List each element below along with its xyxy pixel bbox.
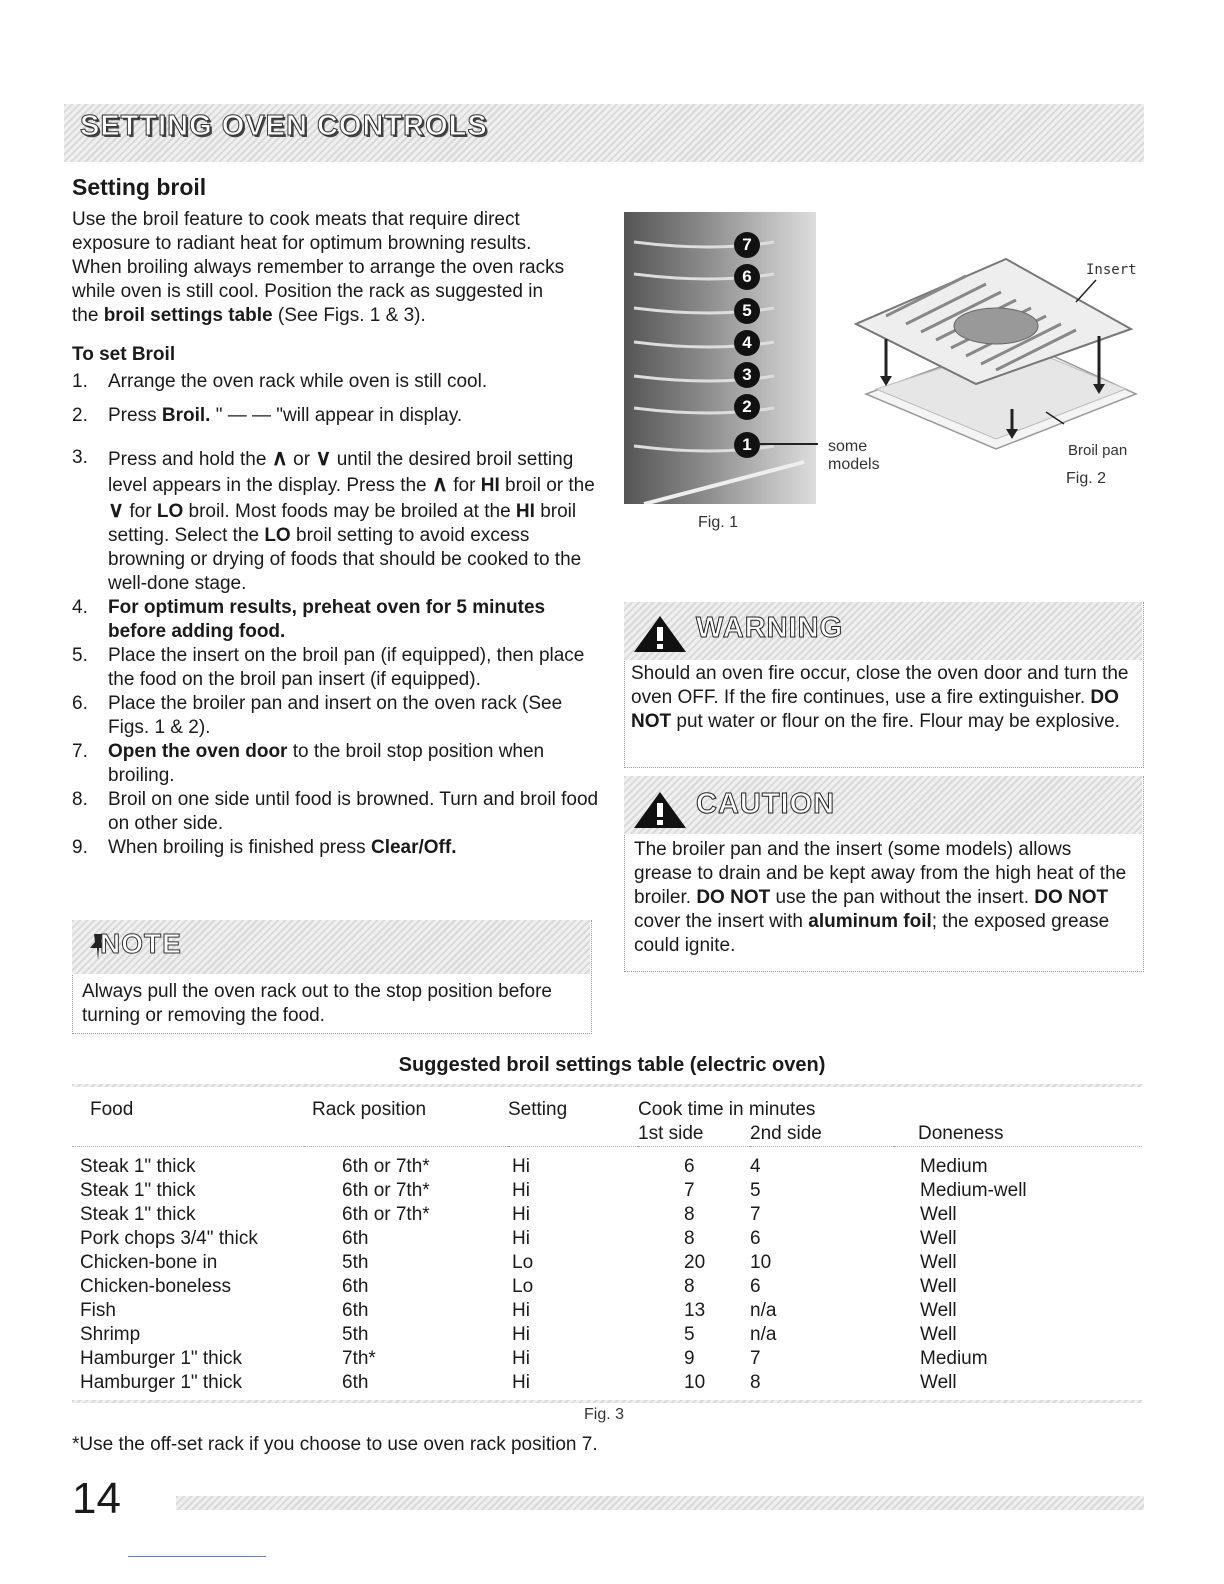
section-title: Setting broil bbox=[72, 174, 207, 200]
cell-side2: n/a bbox=[750, 1324, 777, 1345]
cell-food: Shrimp bbox=[80, 1324, 141, 1345]
table-row bbox=[72, 1371, 1142, 1395]
cell-doneness: Well bbox=[920, 1228, 957, 1249]
step-7: 7. Open the oven door to the broil stop position when broiling. bbox=[72, 741, 545, 786]
cell-food: Chicken-boneless bbox=[80, 1276, 232, 1297]
header-rack: Rack position bbox=[312, 1099, 427, 1120]
cell-side2: 10 bbox=[750, 1252, 772, 1273]
cell-side1: 8 bbox=[684, 1204, 695, 1225]
cell-setting: Hi bbox=[512, 1156, 530, 1177]
cell-food: Hamburger 1" thick bbox=[80, 1348, 242, 1369]
cell-food: Steak 1" thick bbox=[80, 1204, 196, 1225]
table-row bbox=[72, 1203, 1142, 1227]
table-subheader-row bbox=[72, 1122, 1142, 1147]
cell-food: Steak 1" thick bbox=[80, 1180, 196, 1201]
header-food: Food bbox=[90, 1099, 134, 1120]
cell-doneness: Well bbox=[920, 1324, 957, 1345]
cell-doneness: Medium-well bbox=[920, 1180, 1027, 1201]
up-arrow-icon: ∧ bbox=[271, 445, 288, 470]
broil-steps-list bbox=[72, 370, 600, 860]
header-cook-time: Cook time in minutes bbox=[638, 1099, 816, 1120]
down-arrow-icon: ∨ bbox=[108, 497, 125, 522]
rack-position-4: 4 bbox=[734, 330, 760, 356]
cell-rack: 6th or 7th* bbox=[342, 1156, 430, 1177]
cell-food: Steak 1" thick bbox=[80, 1156, 196, 1177]
cell-rack: 6th or 7th* bbox=[342, 1180, 430, 1201]
step-1: 1. Arrange the oven rack while oven is still cool. bbox=[72, 371, 488, 392]
header-doneness: Doneness bbox=[918, 1123, 1004, 1144]
table-top-rule bbox=[72, 1084, 1142, 1087]
page-number: 14 bbox=[72, 1474, 121, 1523]
table-row bbox=[72, 1179, 1142, 1203]
some-models-callout: some models bbox=[828, 438, 880, 473]
intro-paragraph: Use the broil feature to cook meats that require direct exposure to radiant heat for optimum browning results. When broiling always remember to arrange the oven racks while oven is still cool. Position the rack as suggested in the broil settings table (See Figs. 1 & 3). bbox=[72, 209, 565, 326]
cell-side1: 9 bbox=[684, 1348, 695, 1369]
header-side2: 2nd side bbox=[750, 1123, 822, 1144]
step-9: 9. When broiling is finished press Clear/Off. bbox=[72, 837, 457, 858]
table-row bbox=[72, 1347, 1142, 1371]
cell-setting: Lo bbox=[512, 1252, 534, 1273]
rack-position-6: 6 bbox=[734, 264, 760, 290]
cell-rack: 6th or 7th* bbox=[342, 1204, 430, 1225]
cell-side1: 13 bbox=[684, 1300, 706, 1321]
step-5: 5. Place the insert on the broil pan (if equipped), then place the food on the broil pan insert (if equipped). bbox=[72, 645, 585, 690]
cell-setting: Hi bbox=[512, 1324, 530, 1345]
warning-text: Should an oven fire occur, close the oven door and turn the oven OFF. If the fire continues, use a fire extinguisher. DO NOT put water or flour on the fire. Flour may be explosive. bbox=[631, 663, 1129, 732]
cell-rack: 6th bbox=[342, 1276, 369, 1297]
callout-line bbox=[760, 438, 820, 448]
caution-triangle-icon bbox=[630, 790, 690, 830]
cell-setting: Hi bbox=[512, 1348, 530, 1369]
cell-doneness: Well bbox=[920, 1204, 957, 1225]
cell-rack: 6th bbox=[342, 1228, 369, 1249]
header-setting: Setting bbox=[508, 1099, 568, 1120]
cell-food: Hamburger 1" thick bbox=[80, 1372, 242, 1393]
cell-setting: Hi bbox=[512, 1228, 530, 1249]
cell-setting: Hi bbox=[512, 1372, 530, 1393]
cell-side1: 8 bbox=[684, 1276, 695, 1297]
table-row bbox=[72, 1147, 1142, 1180]
cell-side2: 6 bbox=[750, 1276, 761, 1297]
footnote: *Use the off-set rack if you choose to use oven rack position 7. bbox=[72, 1434, 598, 1455]
cell-side1: 20 bbox=[684, 1252, 706, 1273]
cell-side2: 8 bbox=[750, 1372, 761, 1393]
fig2-caption: Fig. 2 bbox=[1066, 470, 1107, 487]
caution-text: The broiler pan and the insert (some models) allows grease to drain and be kept away from the high heat of the broiler. DO NOT use the pan without the insert. DO NOT cover the insert with aluminum foil; the exposed grease could ignite. bbox=[634, 839, 1127, 956]
table-row bbox=[72, 1227, 1142, 1251]
note-text: Always pull the oven rack out to the stop position before turning or removing the food. bbox=[82, 981, 552, 1026]
cell-doneness: Medium bbox=[920, 1348, 988, 1369]
rack-position-7: 7 bbox=[734, 232, 760, 258]
cell-rack: 5th bbox=[342, 1324, 369, 1345]
cell-setting: Lo bbox=[512, 1276, 534, 1297]
cell-rack: 7th* bbox=[342, 1348, 376, 1369]
cell-food: Fish bbox=[80, 1300, 116, 1321]
cell-setting: Hi bbox=[512, 1180, 530, 1201]
cell-side1: 10 bbox=[684, 1372, 706, 1393]
cell-doneness: Well bbox=[920, 1252, 957, 1273]
table-row bbox=[72, 1275, 1142, 1299]
table-row bbox=[72, 1251, 1142, 1275]
rack-position-1: 1 bbox=[734, 432, 760, 458]
rack-position-2: 2 bbox=[734, 394, 760, 420]
cell-food: Chicken-bone in bbox=[80, 1252, 218, 1273]
cell-side1: 6 bbox=[684, 1156, 695, 1177]
cell-doneness: Medium bbox=[920, 1156, 988, 1177]
cell-side2: 7 bbox=[750, 1204, 761, 1225]
table-title: Suggested broil settings table (electric oven) bbox=[398, 1054, 826, 1076]
table-row bbox=[72, 1323, 1142, 1347]
cell-doneness: Well bbox=[920, 1372, 957, 1393]
note-title: NOTE bbox=[100, 928, 182, 959]
table-bottom-rule bbox=[72, 1400, 1142, 1403]
header-side1: 1st side bbox=[638, 1123, 704, 1144]
up-arrow-icon: ∧ bbox=[431, 471, 448, 496]
warning-title: WARNING bbox=[696, 612, 844, 644]
broil-pan-label: Broil pan bbox=[1068, 442, 1128, 459]
cell-doneness: Well bbox=[920, 1300, 957, 1321]
fig1-caption: Fig. 1 bbox=[698, 514, 739, 531]
caution-title: CAUTION bbox=[696, 788, 836, 820]
cell-side1: 7 bbox=[684, 1180, 695, 1201]
cell-side2: 5 bbox=[750, 1180, 761, 1201]
warning-triangle-icon bbox=[630, 614, 690, 654]
cell-side2: 4 bbox=[750, 1156, 761, 1177]
cell-setting: Hi bbox=[512, 1204, 530, 1225]
rack-position-3: 3 bbox=[734, 362, 760, 388]
bottom-link-underline[interactable] bbox=[128, 1556, 266, 1557]
cell-doneness: Well bbox=[920, 1276, 957, 1297]
footer-bar bbox=[176, 1496, 1144, 1510]
table-header-row bbox=[72, 1098, 1142, 1122]
cell-side2: 6 bbox=[750, 1228, 761, 1249]
to-set-broil-heading: To set Broil bbox=[72, 344, 176, 365]
cell-rack: 5th bbox=[342, 1252, 369, 1273]
step-6: 6. Place the broiler pan and insert on the oven rack (See Figs. 1 & 2). bbox=[72, 693, 563, 738]
step-4: 4. For optimum results, preheat oven for 5 minutes before adding food. bbox=[72, 597, 546, 642]
table-row bbox=[72, 1299, 1142, 1323]
cell-side1: 8 bbox=[684, 1228, 695, 1249]
cell-setting: Hi bbox=[512, 1300, 530, 1321]
fig3-caption: Fig. 3 bbox=[584, 1406, 625, 1423]
cell-food: Pork chops 3/4" thick bbox=[80, 1228, 258, 1249]
rack-lines-illustration bbox=[624, 212, 816, 504]
cell-rack: 6th bbox=[342, 1372, 369, 1393]
cell-side2: n/a bbox=[750, 1300, 777, 1321]
page-title: SETTING OVEN CONTROLS bbox=[80, 110, 488, 142]
step-3: 3. Press and hold the ∧ or ∨ until the desired broil setting level appears in the display. Press the ∧ for HI broil or the ∨ for LO broil. Most foods may be broiled at the HI broil setting. Select the LO broil setting to avoid excess browning or drying of foods that should be cooked to the well-done stage. bbox=[72, 445, 595, 594]
broil-settings-table bbox=[72, 1098, 1142, 1395]
cell-side1: 5 bbox=[684, 1324, 695, 1345]
step-2: 2. Press Broil. " — — "will appear in display. bbox=[72, 405, 463, 426]
insert-label: Insert bbox=[1086, 262, 1137, 278]
cell-rack: 6th bbox=[342, 1300, 369, 1321]
rack-position-5: 5 bbox=[734, 298, 760, 324]
down-arrow-icon: ∨ bbox=[315, 445, 332, 470]
step-8: 8. Broil on one side until food is browned. Turn and broil food on other side. bbox=[72, 789, 599, 834]
cell-side2: 7 bbox=[750, 1348, 761, 1369]
